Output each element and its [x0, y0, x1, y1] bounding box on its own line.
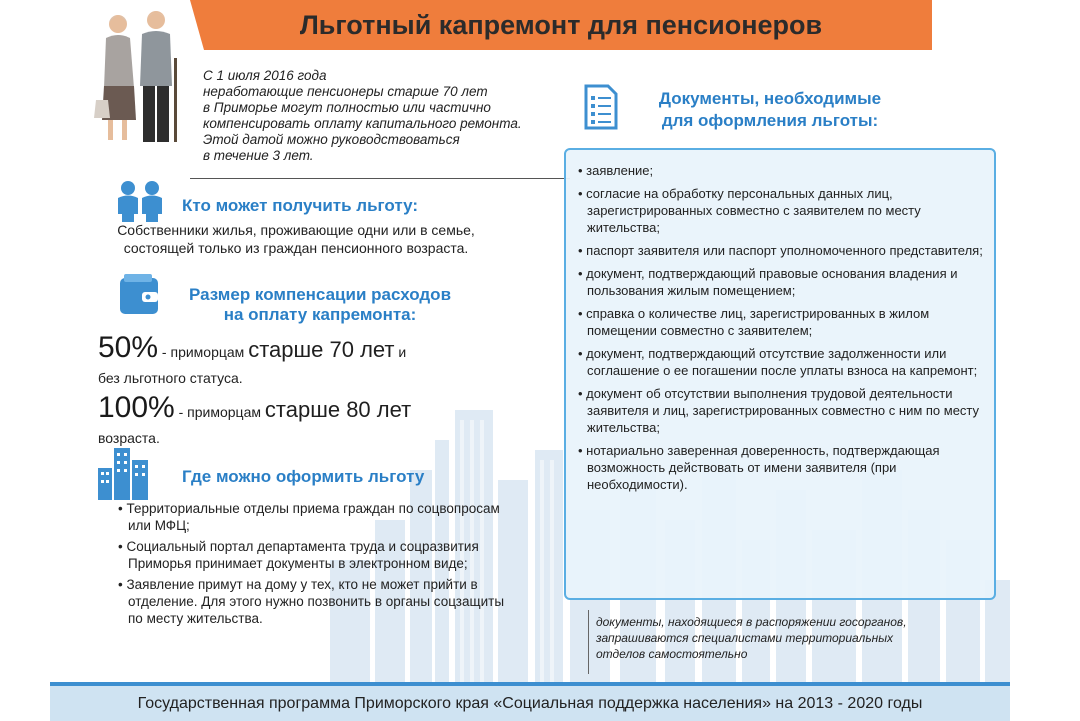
who-title: Кто может получить льготу:	[182, 196, 418, 215]
percent-value: 100%	[98, 391, 175, 424]
note-line: документы, находящиеся в распоряжении госорганов,	[596, 615, 907, 629]
intro-text	[203, 68, 583, 164]
percent-second-line: возраста.	[98, 430, 160, 446]
documents-title-line: Документы, необходимые	[658, 89, 882, 108]
where-item: • Заявление примут на дому у тех, кто не может прийти в отделение. Для этого нужно позвонить в органы соцзащиты по месту жительства.	[118, 577, 505, 626]
checklist-document-icon	[584, 84, 618, 130]
children-icon	[112, 180, 168, 222]
elderly-couple-illustration	[94, 8, 186, 148]
percent-value: 50%	[98, 331, 159, 364]
document-item: • нотариально заверенная доверенность, подтверждающая возможность действовать от имени заявителя (при необходимости).	[578, 443, 940, 492]
document-item: • согласие на обработку персональных данных лиц, зарегистрированных совместно с заявителем по месту жительства;	[578, 186, 921, 235]
documents-title	[620, 88, 920, 132]
note-line: запрашиваются специалистами территориальных	[596, 631, 894, 645]
where-list	[118, 500, 518, 631]
where-item: • Территориальные отделы приема граждан по соцвопросам или МФЦ;	[118, 501, 500, 533]
who-line: Собственники жилья, проживающие одни или в семье,	[117, 222, 475, 238]
who-line: состоящей только из граждан пенсионного возраста.	[123, 240, 469, 256]
page-title: Льготный капремонт для пенсионеров	[299, 10, 823, 40]
intro-line: С 1 июля 2016 года	[203, 68, 327, 83]
percent-emph: старше 70 лет	[248, 337, 395, 362]
who-text	[86, 221, 506, 257]
intro-line: в Приморье могут полностью или частично	[203, 100, 491, 115]
compensation-title	[170, 285, 470, 325]
note-divider	[588, 610, 589, 674]
document-item: • документ об отсутствии выполнения трудовой деятельности заявителя и лиц, зарегистрированных совместно с ним по месту жительства;	[578, 386, 980, 435]
document-item: • паспорт заявителя или паспорт уполномоченного представителя;	[578, 243, 983, 258]
compensation-item-50	[98, 332, 558, 387]
documents-title-line: для оформления льготы:	[661, 111, 879, 130]
intro-line: неработающие пенсионеры старше 70 лет	[203, 84, 488, 99]
compensation-item-100	[98, 392, 558, 447]
note-line: отделов самостоятельно	[596, 647, 748, 661]
compensation-title-line: на оплату капремонта:	[223, 305, 417, 324]
buildings-icon	[98, 448, 148, 500]
percent-desc: - приморцам	[158, 344, 249, 360]
divider	[190, 178, 570, 179]
percent-desc: - приморцам	[174, 404, 265, 420]
intro-line: в течение 3 лет.	[203, 148, 314, 163]
document-item: • заявление;	[578, 163, 654, 178]
compensation-title-line: Размер компенсации расходов	[188, 285, 452, 304]
percent-tail: и	[394, 344, 407, 360]
document-item: • документ, подтверждающий правовые основания владения и пользования жилым помещением;	[578, 266, 958, 298]
documents-note	[596, 614, 986, 662]
intro-line: Этой датой можно руководствоваться	[203, 132, 460, 147]
where-title: Где можно оформить льготу	[182, 467, 425, 486]
document-item: • документ, подтверждающий отсутствие задолженности или соглашение о ее погашении после уплаты взноса на капремонт;	[578, 346, 978, 378]
percent-second-line: без льготного статуса.	[98, 370, 243, 386]
document-item: • справка о количестве лиц, зарегистрированных в жилом помещении совместно с заявителем;	[578, 306, 930, 338]
documents-list	[578, 162, 988, 499]
intro-line: компенсировать оплату капитального ремонта.	[203, 116, 522, 131]
where-item: • Социальный портал департамента труда и соцразвития Приморья принимает документы в электронном виде;	[118, 539, 479, 571]
percent-emph: старше 80 лет	[264, 397, 412, 422]
footer-text: Государственная программа Приморского края «Социальная поддержка населения» на 2013 - 2020 годы	[137, 695, 923, 712]
wallet-icon	[118, 272, 160, 318]
